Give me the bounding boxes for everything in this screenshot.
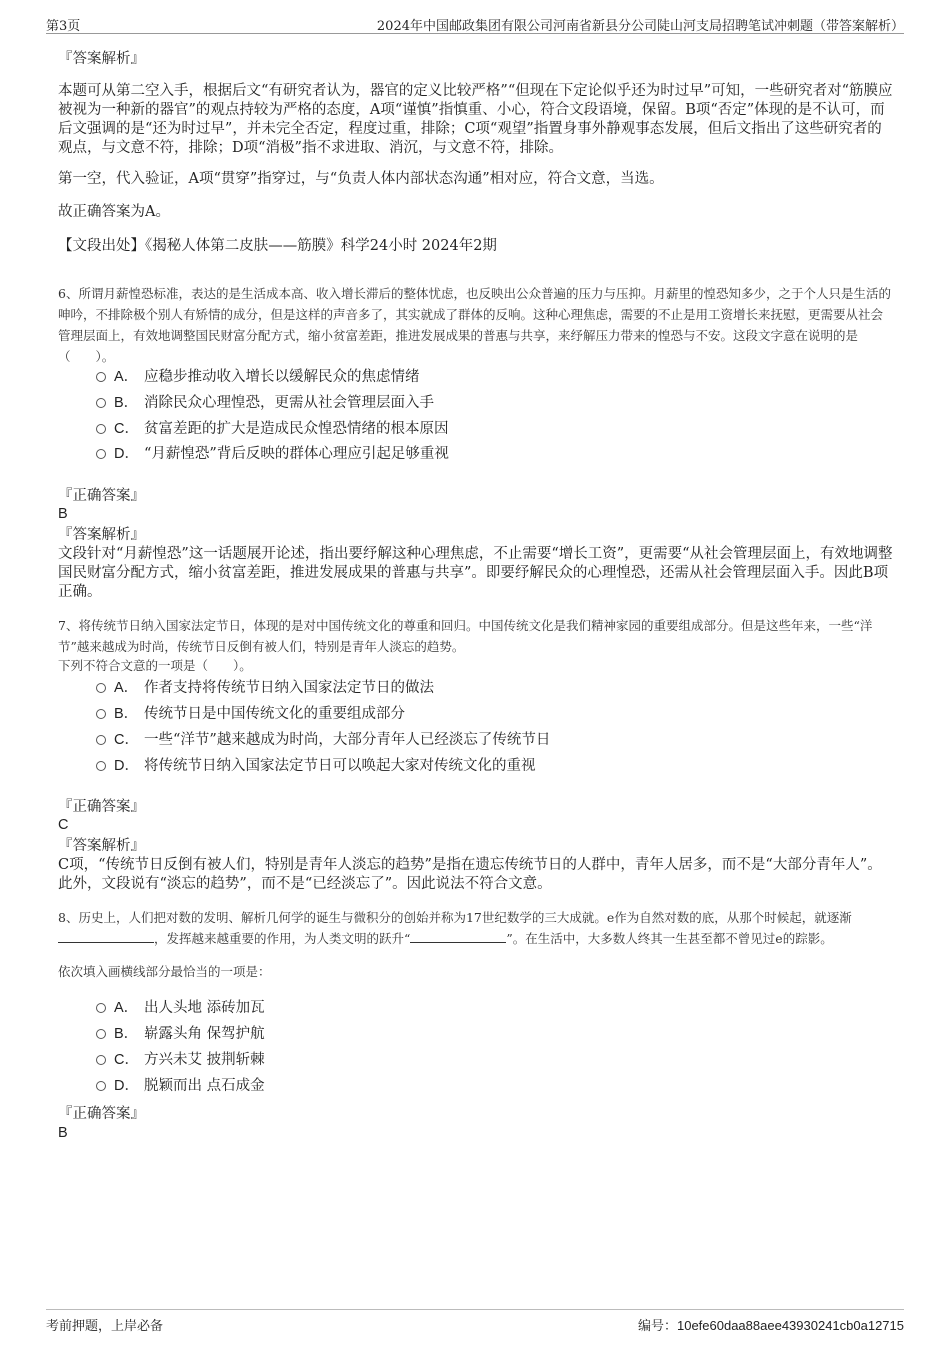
page-header [46, 13, 904, 34]
q7-option-d[interactable]: D． 将传统节日纳入国家法定节日可以唤起大家对传统文化的重视 [96, 756, 536, 776]
radio-icon[interactable] [96, 372, 106, 382]
footer-slogan: 考前押题，上岸必备 [46, 1319, 164, 1334]
q7-stem: 7、将传统节日纳入国家法定节日，体现的是对中国传统文化的尊重和回归。中国传统文化是我们精神家园的重要组成部分。但是这些年来，一些“洋节”越来越成为时尚，传统节日反倒有被人们，特别是青年人淡忘的趋势。 [58, 618, 873, 654]
q5-analysis-label: 『答案解析』 [58, 51, 145, 67]
radio-icon[interactable] [96, 735, 106, 745]
q5-analysis-para1: 本题可从第二空入手，根据后文“有研究者认为，器官的定义比较严格”“但现在下定论似乎还为时过早”可知，一些研究者对“筋膜应被视为一种新的器官”的观点持较为严格的态度，A项“谨慎”指慎重、小心，符合文段语境，保留。B项“否定”体现的是不认可，而后文强调的是“还为时过早”，并未完全否定，程度过重，排除；C项“观望”指置身事外静观事态发展，但后文指出了这些研究者的观点，与文意不符，排除；D项“消极”指不求进取、消沉，与文意不符，排除。 [58, 83, 893, 156]
radio-icon[interactable] [96, 683, 106, 693]
radio-icon[interactable] [96, 449, 106, 459]
fill-blank-2 [410, 930, 506, 943]
page-footer [46, 1309, 904, 1334]
q6-option-c[interactable]: C． 贫富差距的扩大是造成民众惶恐情绪的根本原因 [96, 419, 449, 439]
fill-blank-1 [58, 930, 154, 943]
q8-option-c[interactable]: C． 方兴未艾 披荆斩棘 [96, 1050, 265, 1070]
q6-analysis-label: 『答案解析』 [58, 527, 145, 543]
q8-option-d[interactable]: D． 脱颖而出 点石成金 [96, 1076, 265, 1096]
q7-option-a[interactable]: A． 作者支持将传统节日纳入国家法定节日的做法 [96, 678, 434, 698]
q8-question: 依次填入画横线部分最恰当的一项是： [58, 964, 271, 979]
radio-icon[interactable] [96, 424, 106, 434]
q8-correct-answer: B [58, 1125, 68, 1141]
q8-option-b[interactable]: B． 崭露头角 保驾护航 [96, 1024, 265, 1044]
page-number: 第3页 [46, 19, 81, 34]
q7-question: 下列不符合文意的一项是（ ）。 [58, 658, 252, 673]
q6-correct-label: 『正确答案』 [58, 488, 145, 504]
radio-icon[interactable] [96, 1029, 106, 1039]
radio-icon[interactable] [96, 1055, 106, 1065]
q7-correct-label: 『正确答案』 [58, 799, 145, 815]
radio-icon[interactable] [96, 398, 106, 408]
q7-analysis: C项，“传统节日反倒有被人们，特别是青年人淡忘的趋势”是指在遗忘传统节日的人群中，青年人居多，而不是“大部分青年人”。此外，文段说有“淡忘的趋势”，而不是“已经淡忘了”。因此说法不符合文意。 [58, 857, 882, 892]
q6-option-a[interactable]: A． 应稳步推动收入增长以缓解民众的焦虑情绪 [96, 367, 420, 387]
q8-correct-label: 『正确答案』 [58, 1106, 145, 1122]
document-title: 2024年中国邮政集团有限公司河南省新县分公司陡山河支局招聘笔试冲刺题（带答案解析） [376, 19, 904, 34]
q7-correct-answer: C [58, 817, 69, 833]
q8-option-a[interactable]: A． 出人头地 添砖加瓦 [96, 998, 265, 1018]
q5-source: 【文段出处】《揭秘人体第二皮肤——筋膜》科学24小时 2024年2期 [58, 238, 497, 254]
q5-analysis-para2: 第一空，代入验证，A项“贯穿”指穿过，与“负责人体内部状态沟通”相对应，符合文意，当选。 [58, 171, 664, 187]
q5-analysis-para3: 故正确答案为A。 [58, 204, 170, 220]
radio-icon[interactable] [96, 1003, 106, 1013]
q6-correct-answer: B [58, 506, 68, 522]
q8-stem: 8、历史上，人们把对数的发明、解析几何学的诞生与微积分的创始并称为17世纪数学的三大成就。e作为自然对数的底，从那个时候起，就逐渐，发挥越来越重要的作用，为人类文明的跃升“ ”。在生活中，大多数人终其一生甚至都不曾见过e的踪影。 [58, 910, 852, 946]
q6-option-b[interactable]: B． 消除民众心理惶恐，更需从社会管理层面入手 [96, 393, 434, 413]
q7-option-b[interactable]: B． 传统节日是中国传统文化的重要组成部分 [96, 704, 405, 724]
q6-option-d[interactable]: D． “月薪惶恐”背后反映的群体心理应引起足够重视 [96, 444, 449, 464]
radio-icon[interactable] [96, 709, 106, 719]
q7-option-c[interactable]: C． 一些“洋节”越来越成为时尚，大部分青年人已经淡忘了传统节日 [96, 730, 550, 750]
q6-stem: 6、所谓月薪惶恐标准，表达的是生活成本高、收入增长滞后的整体忧虑，也反映出公众普遍的压力与压抑。月薪里的惶恐知多少，之于个人只是生活的呻吟，不排除极个别人有矫情的成分，但是这样的声音多了，其实就成了群体的反响。这种心理焦虑，需要的不止是用工资增长来抚慰，更需要从社会管理层面上，有效地调整国民财富分配方式，缩小贫富差距，推进发展成果的普惠与共享，来纾解压力带来的惶恐与不安。这段文字意在说明的是（ ）。 [58, 286, 891, 364]
radio-icon[interactable] [96, 761, 106, 771]
q6-analysis: 文段针对“月薪惶恐”这一话题展开论述，指出要纾解这种心理焦虑，不止需要“增长工资”，更需要“从社会管理层面上，有效地调整国民财富分配方式，缩小贫富差距，推进发展成果的普惠与共享”。即要纾解民众的心理惶恐，还需从社会管理层面入手。因此B项正确。 [58, 546, 893, 600]
q7-analysis-label: 『答案解析』 [58, 838, 145, 854]
footer-serial: 编号：10efe60daa88aee43930241cb0a12715 [637, 1318, 904, 1333]
radio-icon[interactable] [96, 1081, 106, 1091]
